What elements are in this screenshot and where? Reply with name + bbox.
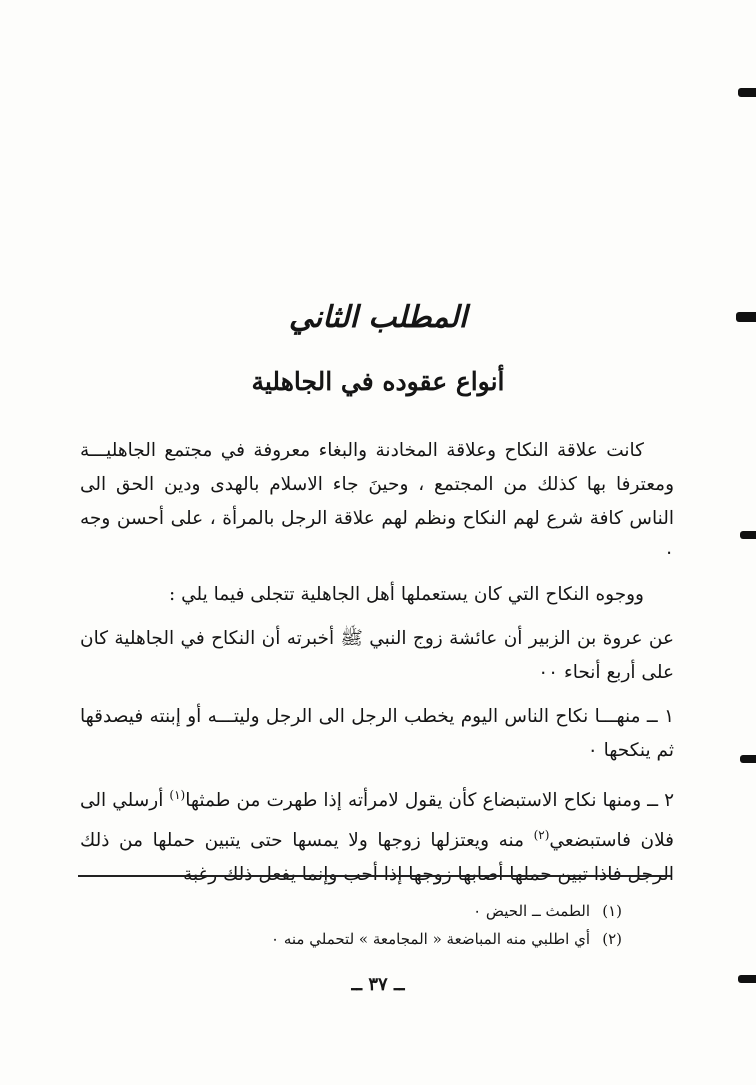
footnote-number: (١) [602,902,622,920]
page-edge-mark [740,755,756,763]
body-text [80,434,674,892]
section-title: المطلب الثاني [288,300,468,335]
footnote-ref-2: (٢) [533,828,550,843]
item2-text-b: أرسلي الى فلان فاستبضعي [80,790,674,852]
list-item-1: ١ ــ منهـــا نكاح الناس اليوم يخطب الرجل الى الرجل وليتـــه أو إبنته فيصدقها ثم ينكحها ٠ [80,706,674,761]
page-number: ــ ٣٧ ــ [351,974,405,995]
footnote-text: الطمث ــ الحيض ٠ [473,902,590,920]
paragraph-intro: كانت علاقة النكاح وعلاقة المخادنة والبغاء معروفة في مجتمع الجاهليـــة ومعترفا بها كذلك من المجتمع ، وحينَ جاء الاسلام بالهدى ودين الحق الى الناس كافة شرع لهم النكاح ونظم لهم علاقة الرجل بالمرأة ، على أحسن وجه ٠ [80,440,674,563]
footnotes [150,897,622,953]
paragraph-ways: ووجوه النكاح التي كان يستعملها أهل الجاهلية تتجلى فيما يلي : [168,584,644,605]
page-edge-mark [738,975,756,983]
footnote-2 [150,925,622,953]
footnote-number: (٢) [602,930,622,948]
item2-text-a: ٢ ــ ومنها نكاح الاستبضاع كأن يقول لامرأته إذا طهرت من طمثها [185,790,675,812]
footnote-1 [150,897,622,925]
paragraph-hadith: عن عروة بن الزبير أن عائشة زوج النبي ﷺ أخبرته أن النكاح في الجاهلية كان على أربع أنحاء ٠٠ [80,628,674,683]
footnote-ref-1: (١) [169,788,186,802]
item2-text-c: منه ويعتزلها زوجها ولا يمسها حتى يتبين حملها من ذلك الرجل فاذا تبين حملها أصابها زوجها إذا أحب وإنما يفعل ذلك رغبة [80,830,674,886]
footnote-text: أي اطلبي منه المباضعة « المجامعة » لتحملي منه ٠ [271,930,590,948]
footnote-divider [78,875,671,877]
chapter-title: أنواع عقوده في الجاهلية [251,367,505,396]
page-edge-mark [740,531,756,539]
page-edge-mark [738,88,756,97]
page-edge-mark [736,312,756,322]
